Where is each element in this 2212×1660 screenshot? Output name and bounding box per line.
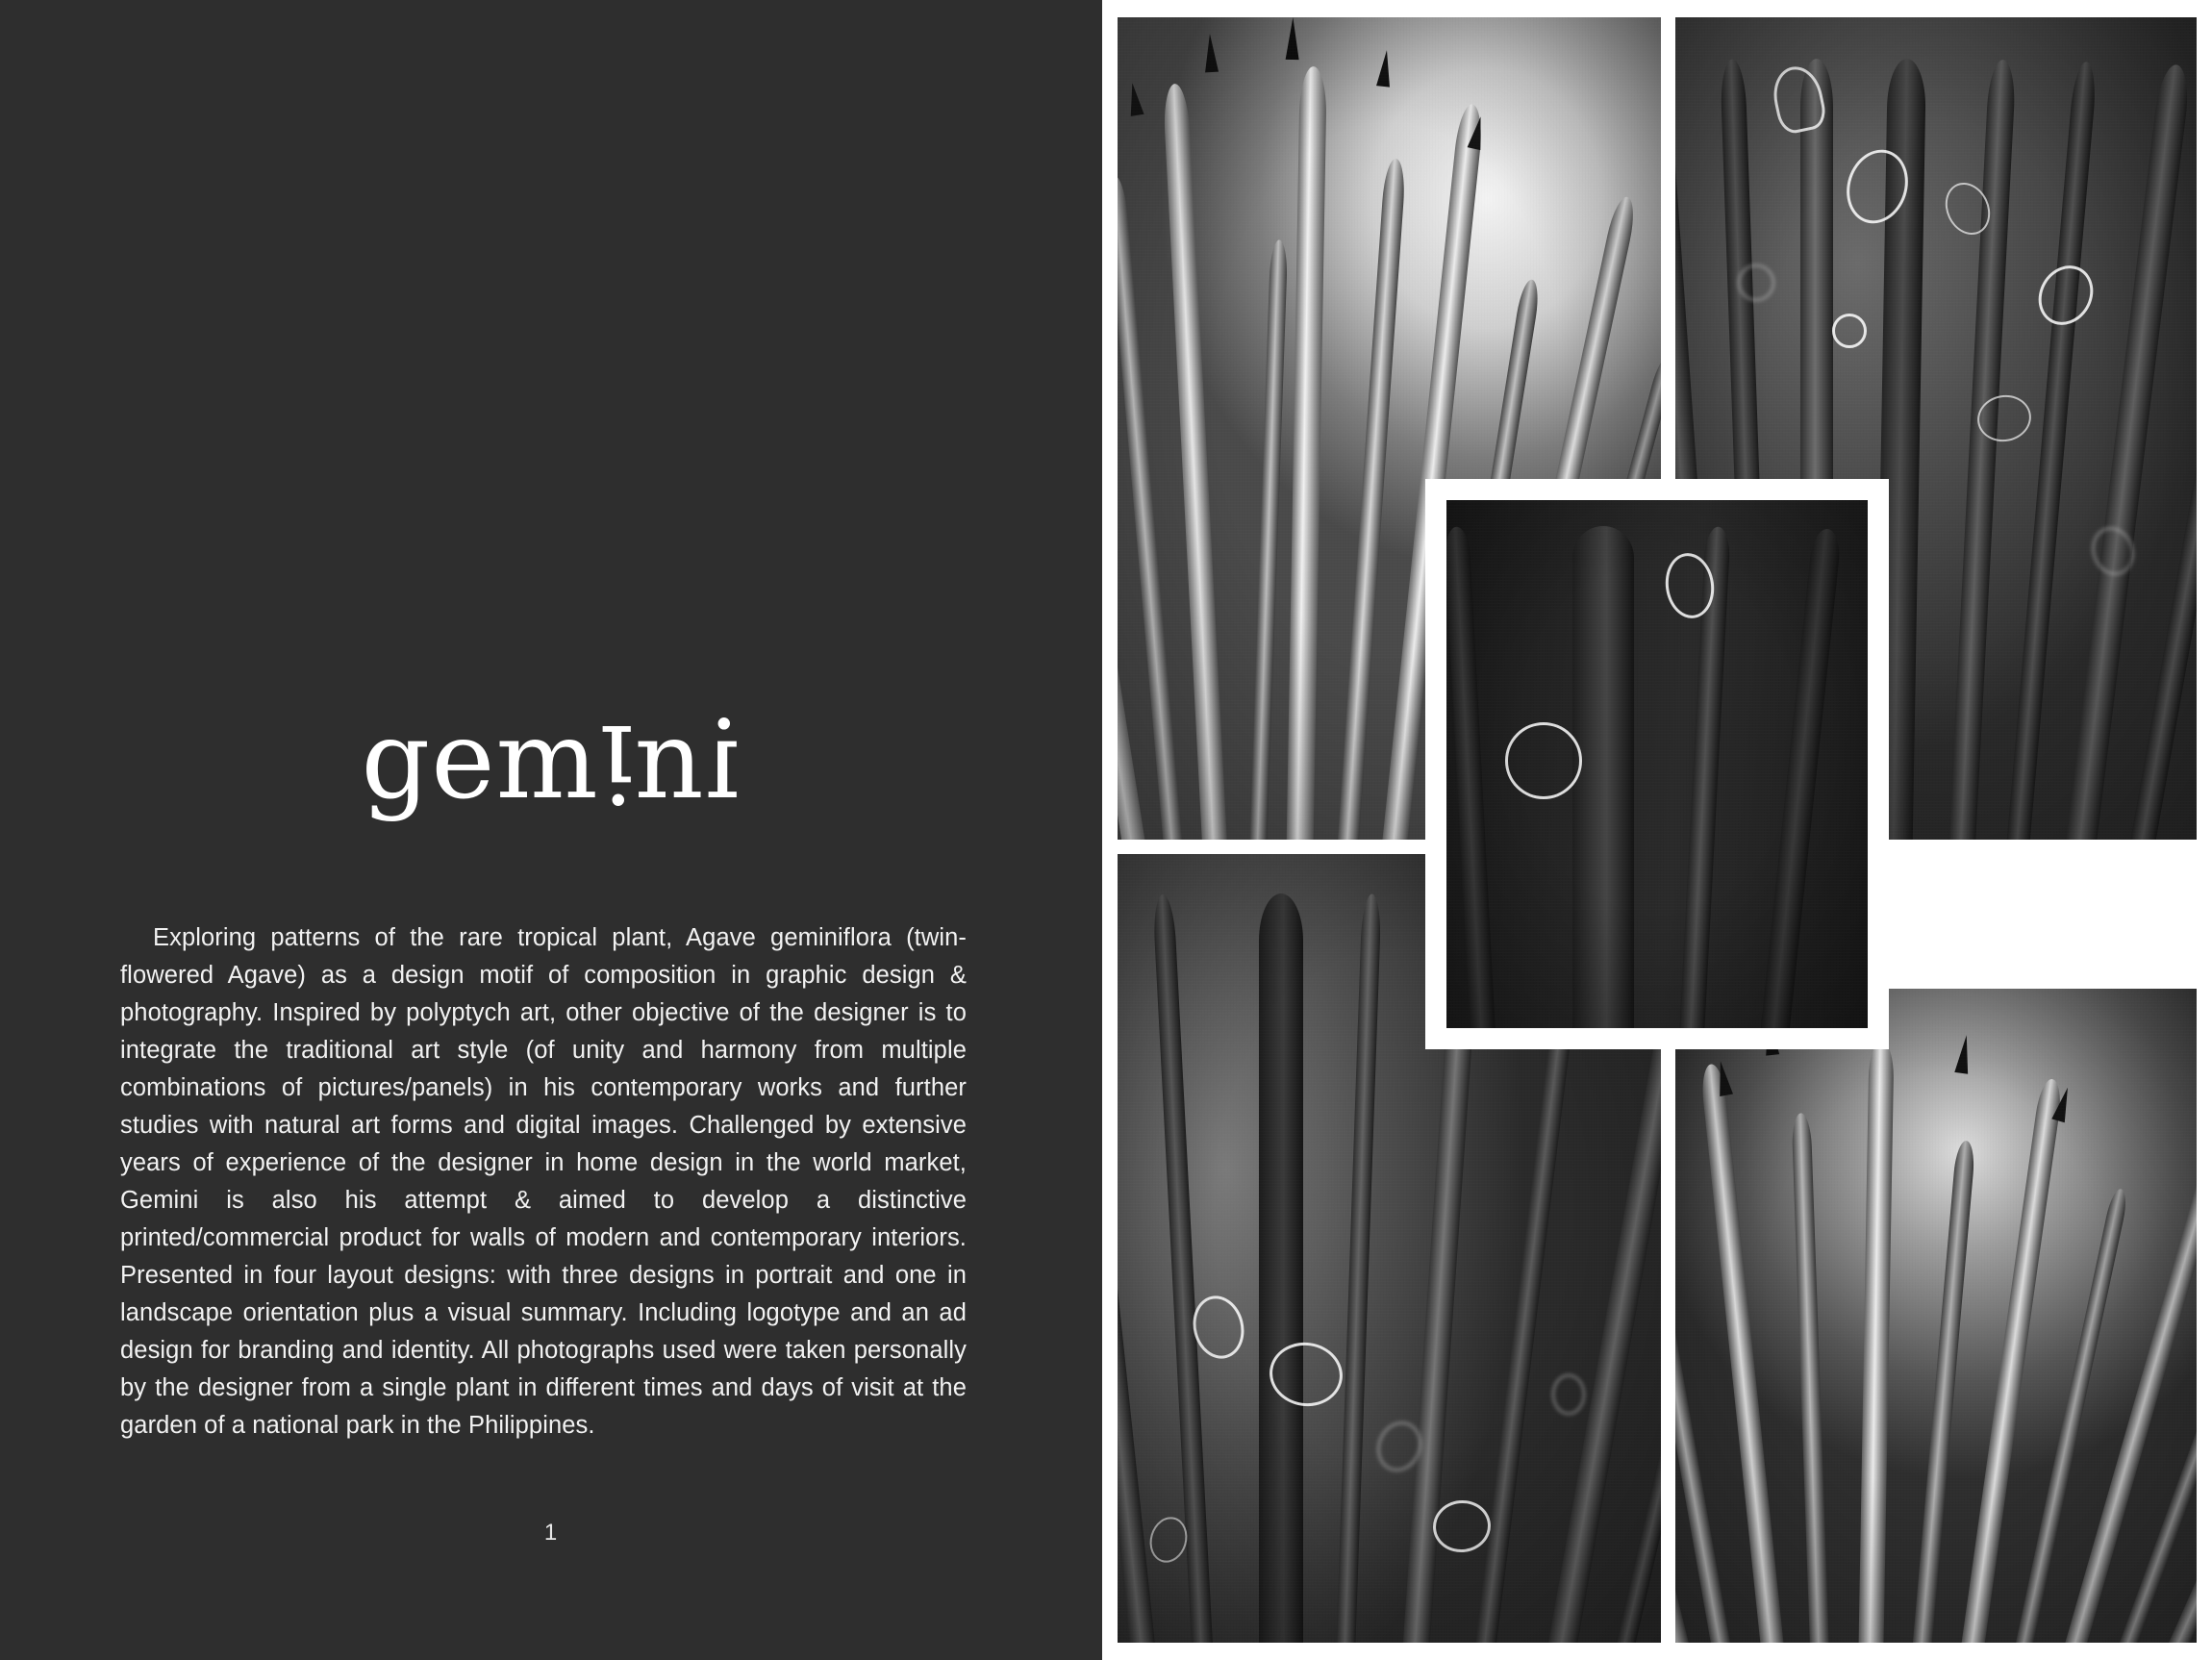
center-photo-frame <box>1425 479 1889 1049</box>
logotype-part-3: n <box>634 698 705 823</box>
introduction-text: Exploring patterns of the rare tropical plant, Agave geminiflora (twin-flowered Agave) as a design motif of composition in graphic design & photography. Inspired by polyptych art, other objective of the designer is to integrate the traditional art style (of unity and harmony from multiple combinations of pictures/panels) in his contemporary works and further studies with natural art forms and digital images. Challenged by extensive years of experience of the designer in home design in the world market, Gemini is also his attempt & aimed to develop a distinctive printed/commercial product for walls of modern and contemporary interiors. Presented in four layout designs: with three designs in portrait and one in landscape orientation plus a visual summary. Including logotype and an ad design for branding and identity. All photographs used were taken personally by the designer from a single plant in different times and days of visit at the garden of a national park in the Philippines. <box>120 923 967 1439</box>
page-number: 1 <box>543 1520 558 1546</box>
photo-agave-stalk-center <box>1446 500 1868 1028</box>
blade-cluster <box>1675 989 2197 1643</box>
right-page <box>1102 0 2212 1660</box>
logotype-part-2: i <box>598 700 635 825</box>
left-page-content <box>120 0 981 1660</box>
introduction-paragraph <box>120 919 967 1445</box>
logotype-part-4: i <box>704 698 741 823</box>
left-page <box>0 0 1102 1660</box>
photo-grid <box>1118 17 2197 1643</box>
logotype-part-1: gem <box>361 698 599 823</box>
photo-agave-spikes-bottom-right <box>1675 989 2197 1643</box>
gemini-logotype <box>120 698 981 825</box>
